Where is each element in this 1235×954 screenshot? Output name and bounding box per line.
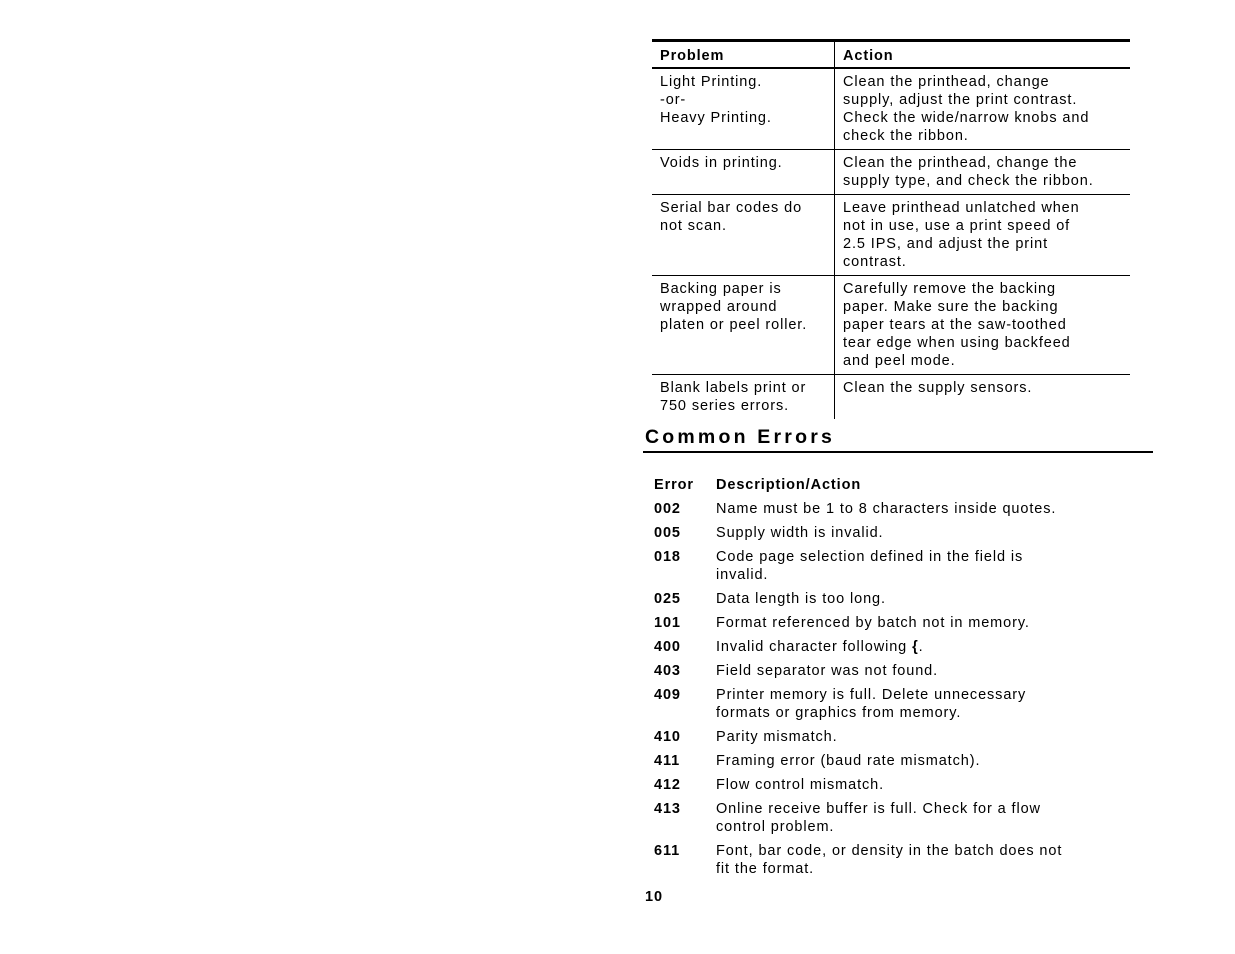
list-item	[654, 686, 1134, 722]
error-code: 400	[654, 639, 681, 655]
list-item	[654, 662, 1134, 680]
error-description: Parity mismatch.	[716, 729, 838, 745]
column-header-error: Error	[654, 477, 694, 493]
error-description: Code page selection defined in the field is invalid.	[716, 549, 1024, 583]
error-code: 403	[654, 663, 681, 679]
list-item	[654, 500, 1134, 518]
list-item	[654, 842, 1134, 878]
table-row	[652, 68, 1130, 150]
error-description: Online receive buffer is full. Check for a flow control problem.	[716, 801, 1041, 835]
error-description: Name must be 1 to 8 characters inside quotes.	[716, 501, 1057, 517]
list-item	[654, 524, 1134, 542]
error-code: 005	[654, 525, 681, 541]
error-description: Printer memory is full. Delete unnecessary formats or graphics from memory.	[716, 687, 1027, 721]
page-number: 10	[645, 889, 663, 905]
action-cell: Clean the supply sensors.	[835, 375, 1131, 420]
problem-cell: Blank labels print or 750 series errors.	[652, 375, 835, 420]
common-errors-list	[654, 476, 1134, 884]
list-item	[654, 776, 1134, 794]
error-code: 410	[654, 729, 681, 745]
error-code: 018	[654, 549, 681, 565]
problem-cell: Light Printing. -or- Heavy Printing.	[660, 74, 772, 126]
problem-cell: Serial bar codes do not scan.	[652, 195, 835, 276]
error-description: Supply width is invalid.	[716, 525, 884, 541]
error-description: Font, bar code, or density in the batch does not fit the format.	[716, 843, 1063, 877]
error-description: Data length is too long.	[716, 591, 886, 607]
error-description: Flow control mismatch.	[716, 777, 885, 793]
table-row	[652, 150, 1130, 195]
column-header-action: Action	[835, 41, 1131, 69]
error-description: Format referenced by batch not in memory.	[716, 615, 1030, 631]
list-item	[654, 548, 1134, 584]
action-cell: Leave printhead unlatched when not in use, use a print speed of 2.5 IPS, and adjust the print contrast.	[835, 195, 1131, 276]
action-cell: Carefully remove the backing paper. Make sure the backing paper tears at the saw-toothed tear edge when using backfeed and peel mode.	[835, 276, 1131, 375]
table-row	[652, 276, 1130, 375]
list-item	[654, 638, 1134, 656]
error-code: 413	[654, 801, 681, 817]
error-code: 411	[654, 753, 681, 769]
list-item	[654, 800, 1134, 836]
error-description: Framing error (baud rate mismatch).	[716, 753, 981, 769]
table-row	[652, 195, 1130, 276]
table-header-row	[652, 41, 1130, 69]
troubleshooting-table	[652, 39, 1130, 419]
error-code: 101	[654, 615, 681, 631]
brace-character: {	[912, 639, 919, 655]
error-code: 412	[654, 777, 681, 793]
section-heading-common-errors: Common Errors	[645, 426, 836, 448]
heading-divider	[643, 451, 1153, 453]
error-description	[716, 638, 1108, 656]
error-code: 611	[654, 843, 681, 859]
list-item	[654, 614, 1134, 632]
error-code: 025	[654, 591, 681, 607]
column-header-description: Description/Action	[716, 477, 862, 493]
column-header-problem: Problem	[652, 41, 835, 69]
error-description-text: Invalid character following	[716, 639, 913, 655]
list-item	[654, 728, 1134, 746]
error-description-end: .	[918, 639, 924, 655]
error-code: 409	[654, 687, 681, 703]
problem-cell: Voids in printing.	[652, 150, 835, 195]
action-cell: Clean the printhead, change supply, adjust the print contrast. Check the wide/narrow knobs and check the ribbon.	[835, 68, 1131, 150]
list-item	[654, 752, 1134, 770]
list-item	[654, 590, 1134, 608]
action-cell: Clean the printhead, change the supply type, and check the ribbon.	[835, 150, 1131, 195]
problem-cell: Backing paper is wrapped around platen or peel roller.	[652, 276, 835, 375]
table-row	[652, 375, 1130, 420]
error-description: Field separator was not found.	[716, 663, 939, 679]
errors-header-row	[654, 476, 1134, 494]
error-code: 002	[654, 501, 681, 517]
